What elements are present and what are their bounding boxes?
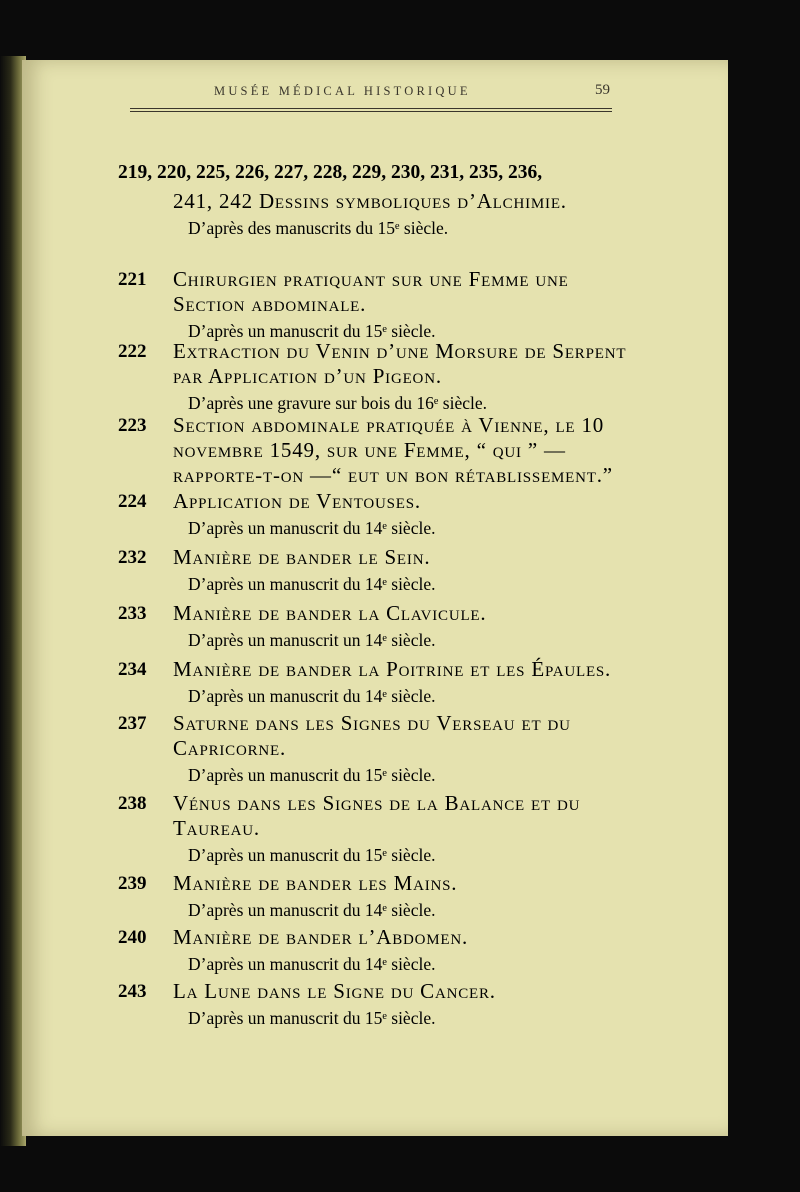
entry-number: 233 xyxy=(118,603,147,624)
entry-title-line: Application de Ventouses. xyxy=(173,489,421,513)
entry-title-line: Taureau. xyxy=(173,816,260,840)
entry-title-line: 241, 242 Dessins symboliques d’Alchimie. xyxy=(173,189,567,213)
page-number: 59 xyxy=(595,82,610,98)
entry-number: 223 xyxy=(118,415,147,436)
header-rule-bottom xyxy=(130,111,612,112)
entry-number: 234 xyxy=(118,659,147,680)
entry-source: D’après une gravure sur bois du 16ᵉ siècle. xyxy=(188,393,487,413)
entry-source: D’après des manuscrits du 15ᵉ siècle. xyxy=(188,218,449,238)
entry-number: 232 xyxy=(118,547,147,568)
entry-number: 222 xyxy=(118,341,147,362)
header-title: MUSÉE MÉDICAL HISTORIQUE xyxy=(214,84,471,98)
entry-source: D’après un manuscrit du 14ᵉ siècle. xyxy=(188,518,436,538)
entry-number: 224 xyxy=(118,491,147,512)
entry-title-line: Extraction du Venin d’une Morsure de Serpent xyxy=(173,339,627,363)
entry-title-line: La Lune dans le Signe du Cancer. xyxy=(173,979,496,1003)
entry-number: 240 xyxy=(118,927,147,948)
entry-source: D’après un manuscrit du 14ᵉ siècle. xyxy=(188,574,436,594)
entry-number: 221 xyxy=(118,269,147,290)
entry-title-line: Saturne dans les Signes du Verseau et du xyxy=(173,711,571,735)
entry-source: D’après un manuscrit du 15ᵉ siècle. xyxy=(188,1008,436,1028)
entry-title-line: Capricorne. xyxy=(173,736,287,760)
entry-number: 219, 220, 225, 226, 227, 228, 229, 230, 231, 235, 236, xyxy=(118,162,543,183)
entry-source: D’après un manuscrit du 14ᵉ siècle. xyxy=(188,954,436,974)
entry-title-line: Section abdominale pratiquée à Vienne, le 10 xyxy=(173,413,605,437)
running-header xyxy=(130,84,610,106)
entry-number: 237 xyxy=(118,713,147,734)
entry-source: D’après un manuscrit du 15ᵉ siècle. xyxy=(188,321,436,341)
entry-source: D’après un manuscrit du 14ᵉ siècle. xyxy=(188,900,436,920)
entry-source: D’après un manuscrit du 14ᵉ siècle. xyxy=(188,686,436,706)
entry-title-line: Manière de bander les Mains. xyxy=(173,871,458,895)
header-rule-top xyxy=(130,108,612,109)
entry-title-line: par Application d’un Pigeon. xyxy=(173,364,442,388)
entry-title-line: Manière de bander la Clavicule. xyxy=(173,601,487,625)
entry-title-line: rapporte-t-on —“ eut un bon rétablissement.” xyxy=(173,463,613,487)
entry-number: 238 xyxy=(118,793,147,814)
entry-title-line: novembre 1549, sur une Femme, “ qui ” — xyxy=(173,438,566,462)
entry-title-line: Chirurgien pratiquant sur une Femme une xyxy=(173,267,569,291)
entry-title-line: Vénus dans les Signes de la Balance et du xyxy=(173,791,581,815)
entry-source: D’après un manuscrit du 15ᵉ siècle. xyxy=(188,765,436,785)
entry-source: D’après un manuscrit un 14ᵉ siècle. xyxy=(188,630,436,650)
entry-source: D’après un manuscrit du 15ᵉ siècle. xyxy=(188,845,436,865)
entry-title-line: Section abdominale. xyxy=(173,292,367,316)
entry-number: 243 xyxy=(118,981,147,1002)
entry-title-line: Manière de bander l’Abdomen. xyxy=(173,925,469,949)
entry-number: 239 xyxy=(118,873,147,894)
entry-title-line: Manière de bander la Poitrine et les Épaules. xyxy=(173,657,612,681)
entry-title-line: Manière de bander le Sein. xyxy=(173,545,431,569)
